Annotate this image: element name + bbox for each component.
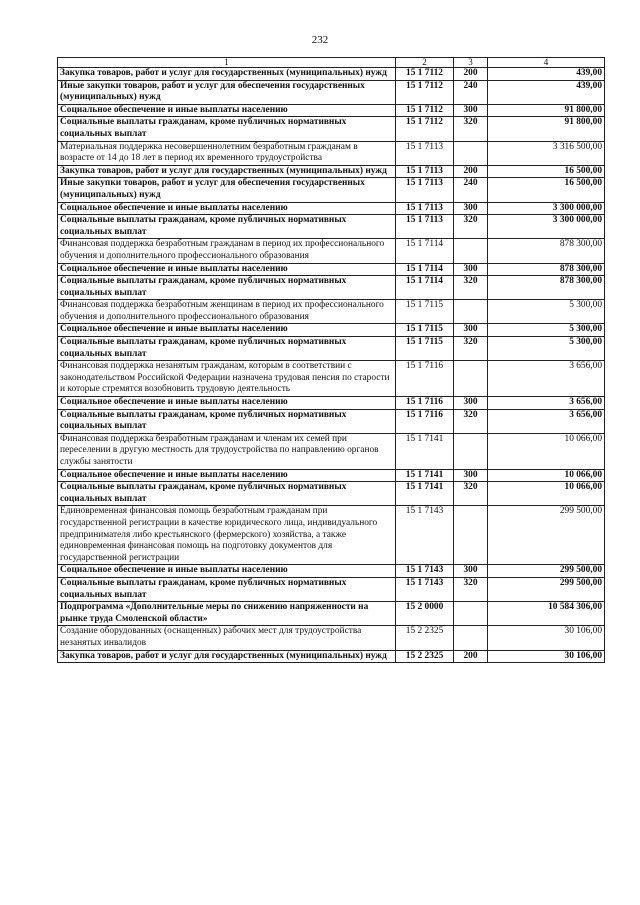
header-col-3: 3 bbox=[454, 58, 488, 68]
row-expense-type bbox=[454, 602, 488, 626]
row-name: Единовременная финансовая помощь безработным гражданам при государственной регистрации в качестве юридического лица, индивидуального предпринимателя либо крестьянского (фермерского) хозяйства, а также единовременная финансовая помощь на подготовку документов для государственной регистрации bbox=[58, 506, 396, 565]
table-row bbox=[58, 104, 605, 117]
row-code: 15 1 7112 bbox=[396, 68, 454, 81]
table-row bbox=[58, 324, 605, 337]
row-expense-type: 320 bbox=[454, 276, 488, 300]
row-amount: 3 656,00 bbox=[488, 361, 605, 397]
row-code: 15 1 7113 bbox=[396, 178, 454, 202]
table-row bbox=[58, 433, 605, 469]
table-row bbox=[58, 215, 605, 239]
row-expense-type: 300 bbox=[454, 397, 488, 410]
row-name: Социальное обеспечение и иные выплаты населению bbox=[58, 202, 396, 215]
row-expense-type: 320 bbox=[454, 337, 488, 361]
budget-table bbox=[57, 57, 605, 663]
row-name: Иные закупки товаров, работ и услуг для обеспечения государственных (муниципальных) нужд bbox=[58, 178, 396, 202]
table-row bbox=[58, 361, 605, 397]
row-amount: 10 066,00 bbox=[488, 433, 605, 469]
table-row bbox=[58, 300, 605, 324]
row-amount: 3 316 500,00 bbox=[488, 141, 605, 165]
row-name: Закупка товаров, работ и услуг для государственных (муниципальных) нужд bbox=[58, 165, 396, 178]
row-name: Создание оборудованных (оснащенных) рабочих мест для трудоустройства незанятых инвалидов bbox=[58, 626, 396, 650]
row-name: Социальные выплаты гражданам, кроме публичных нормативных социальных выплат bbox=[58, 337, 396, 361]
row-name: Социальное обеспечение и иные выплаты населению bbox=[58, 324, 396, 337]
row-expense-type: 300 bbox=[454, 469, 488, 482]
table-header-row bbox=[58, 58, 605, 68]
header-col-1: 1 bbox=[58, 58, 396, 68]
row-code: 15 1 7113 bbox=[396, 141, 454, 165]
row-code: 15 2 2325 bbox=[396, 626, 454, 650]
row-expense-type bbox=[454, 506, 488, 565]
table-row bbox=[58, 409, 605, 433]
row-name: Закупка товаров, работ и услуг для государственных (муниципальных) нужд bbox=[58, 650, 396, 663]
row-code: 15 1 7114 bbox=[396, 263, 454, 276]
row-code: 15 1 7112 bbox=[396, 117, 454, 141]
row-expense-type: 300 bbox=[454, 324, 488, 337]
table-row bbox=[58, 506, 605, 565]
row-expense-type: 300 bbox=[454, 202, 488, 215]
row-name: Материальная поддержка несовершеннолетним безработным гражданам в возрасте от 14 до 18 лет в период их временного трудоустройства bbox=[58, 141, 396, 165]
row-expense-type: 200 bbox=[454, 68, 488, 81]
row-amount: 91 800,00 bbox=[488, 117, 605, 141]
row-amount: 5 300,00 bbox=[488, 300, 605, 324]
row-expense-type: 240 bbox=[454, 178, 488, 202]
row-amount: 439,00 bbox=[488, 80, 605, 104]
row-expense-type: 300 bbox=[454, 565, 488, 578]
row-code: 15 1 7113 bbox=[396, 165, 454, 178]
table-row bbox=[58, 239, 605, 263]
row-name: Социальные выплаты гражданам, кроме публичных нормативных социальных выплат bbox=[58, 215, 396, 239]
row-expense-type: 200 bbox=[454, 165, 488, 178]
table-row bbox=[58, 202, 605, 215]
row-amount: 10 066,00 bbox=[488, 482, 605, 506]
row-expense-type bbox=[454, 239, 488, 263]
row-code: 15 1 7113 bbox=[396, 215, 454, 239]
row-name: Финансовая поддержка безработным гражданам в период их профессионального обучения и дополнительного профессионального образования bbox=[58, 239, 396, 263]
row-expense-type bbox=[454, 433, 488, 469]
row-amount: 30 106,00 bbox=[488, 626, 605, 650]
table-row bbox=[58, 482, 605, 506]
table-row bbox=[58, 397, 605, 410]
table-row bbox=[58, 141, 605, 165]
row-amount: 30 106,00 bbox=[488, 650, 605, 663]
row-name: Социальные выплаты гражданам, кроме публичных нормативных социальных выплат bbox=[58, 276, 396, 300]
row-name: Подпрограмма «Дополнительные меры по снижению напряженности на рынке труда Смоленской области» bbox=[58, 602, 396, 626]
row-expense-type bbox=[454, 141, 488, 165]
row-code: 15 1 7114 bbox=[396, 239, 454, 263]
row-amount: 5 300,00 bbox=[488, 337, 605, 361]
row-amount: 91 800,00 bbox=[488, 104, 605, 117]
row-code: 15 2 2325 bbox=[396, 650, 454, 663]
row-code: 15 1 7116 bbox=[396, 397, 454, 410]
row-name: Социальное обеспечение и иные выплаты населению bbox=[58, 565, 396, 578]
row-name: Финансовая поддержка безработным женщинам в период их профессионального обучения и дополнительного профессионального образования bbox=[58, 300, 396, 324]
row-name: Иные закупки товаров, работ и услуг для обеспечения государственных (муниципальных) нужд bbox=[58, 80, 396, 104]
table-row bbox=[58, 80, 605, 104]
row-code: 15 1 7141 bbox=[396, 482, 454, 506]
row-name: Социальные выплаты гражданам, кроме публичных нормативных социальных выплат bbox=[58, 117, 396, 141]
row-amount: 3 656,00 bbox=[488, 397, 605, 410]
row-expense-type bbox=[454, 626, 488, 650]
row-amount: 299 500,00 bbox=[488, 506, 605, 565]
row-code: 15 1 7115 bbox=[396, 337, 454, 361]
table-row bbox=[58, 165, 605, 178]
row-code: 15 1 7112 bbox=[396, 80, 454, 104]
row-code: 15 1 7115 bbox=[396, 300, 454, 324]
row-code: 15 1 7113 bbox=[396, 202, 454, 215]
row-name: Социальное обеспечение и иные выплаты населению bbox=[58, 263, 396, 276]
table-row bbox=[58, 68, 605, 81]
row-code: 15 1 7116 bbox=[396, 409, 454, 433]
row-expense-type: 240 bbox=[454, 80, 488, 104]
row-expense-type: 320 bbox=[454, 117, 488, 141]
row-amount: 5 300,00 bbox=[488, 324, 605, 337]
row-expense-type: 200 bbox=[454, 650, 488, 663]
row-amount: 3 300 000,00 bbox=[488, 215, 605, 239]
row-code: 15 1 7143 bbox=[396, 577, 454, 601]
row-name: Финансовая поддержка безработным гражданам и членам их семей при переселении в другую местность для трудоустройства по направлению органов службы занятости bbox=[58, 433, 396, 469]
table-row bbox=[58, 117, 605, 141]
table-row bbox=[58, 577, 605, 601]
row-code: 15 1 7141 bbox=[396, 433, 454, 469]
table-row bbox=[58, 178, 605, 202]
row-amount: 878 300,00 bbox=[488, 263, 605, 276]
row-amount: 10 066,00 bbox=[488, 469, 605, 482]
table-row bbox=[58, 263, 605, 276]
row-expense-type: 300 bbox=[454, 104, 488, 117]
row-code: 15 1 7115 bbox=[396, 324, 454, 337]
header-col-2: 2 bbox=[396, 58, 454, 68]
row-code: 15 1 7116 bbox=[396, 361, 454, 397]
row-amount: 299 500,00 bbox=[488, 577, 605, 601]
table-row bbox=[58, 650, 605, 663]
table-row bbox=[58, 565, 605, 578]
row-name: Социальные выплаты гражданам, кроме публичных нормативных социальных выплат bbox=[58, 577, 396, 601]
row-expense-type: 320 bbox=[454, 577, 488, 601]
row-amount: 16 500,00 bbox=[488, 165, 605, 178]
row-amount: 10 584 306,00 bbox=[488, 602, 605, 626]
row-code: 15 1 7114 bbox=[396, 276, 454, 300]
row-code: 15 1 7143 bbox=[396, 565, 454, 578]
row-code: 15 1 7112 bbox=[396, 104, 454, 117]
row-name: Социальное обеспечение и иные выплаты населению bbox=[58, 469, 396, 482]
row-name: Финансовая поддержка незанятым гражданам, которым в соответствии с законодательством Российской Федерации назначена трудовая пенсия по старости и которые стремятся возобновить трудовую деятельность bbox=[58, 361, 396, 397]
row-expense-type: 320 bbox=[454, 482, 488, 506]
row-amount: 878 300,00 bbox=[488, 276, 605, 300]
row-name: Закупка товаров, работ и услуг для государственных (муниципальных) нужд bbox=[58, 68, 396, 81]
row-name: Социальное обеспечение и иные выплаты населению bbox=[58, 397, 396, 410]
row-name: Социальное обеспечение и иные выплаты населению bbox=[58, 104, 396, 117]
row-name: Социальные выплаты гражданам, кроме публичных нормативных социальных выплат bbox=[58, 482, 396, 506]
row-amount: 878 300,00 bbox=[488, 239, 605, 263]
table-row bbox=[58, 276, 605, 300]
table-row bbox=[58, 469, 605, 482]
row-expense-type: 320 bbox=[454, 409, 488, 433]
table-row bbox=[58, 626, 605, 650]
row-code: 15 1 7143 bbox=[396, 506, 454, 565]
row-amount: 439,00 bbox=[488, 68, 605, 81]
row-name: Социальные выплаты гражданам, кроме публичных нормативных социальных выплат bbox=[58, 409, 396, 433]
page-number: 232 bbox=[311, 34, 329, 46]
row-expense-type: 300 bbox=[454, 263, 488, 276]
table-row bbox=[58, 337, 605, 361]
row-expense-type: 320 bbox=[454, 215, 488, 239]
row-code: 15 1 7141 bbox=[396, 469, 454, 482]
row-amount: 16 500,00 bbox=[488, 178, 605, 202]
row-expense-type bbox=[454, 361, 488, 397]
row-amount: 3 656,00 bbox=[488, 409, 605, 433]
row-amount: 299 500,00 bbox=[488, 565, 605, 578]
row-expense-type bbox=[454, 300, 488, 324]
row-amount: 3 300 000,00 bbox=[488, 202, 605, 215]
header-col-4: 4 bbox=[488, 58, 605, 68]
table-row bbox=[58, 602, 605, 626]
row-code: 15 2 0000 bbox=[396, 602, 454, 626]
